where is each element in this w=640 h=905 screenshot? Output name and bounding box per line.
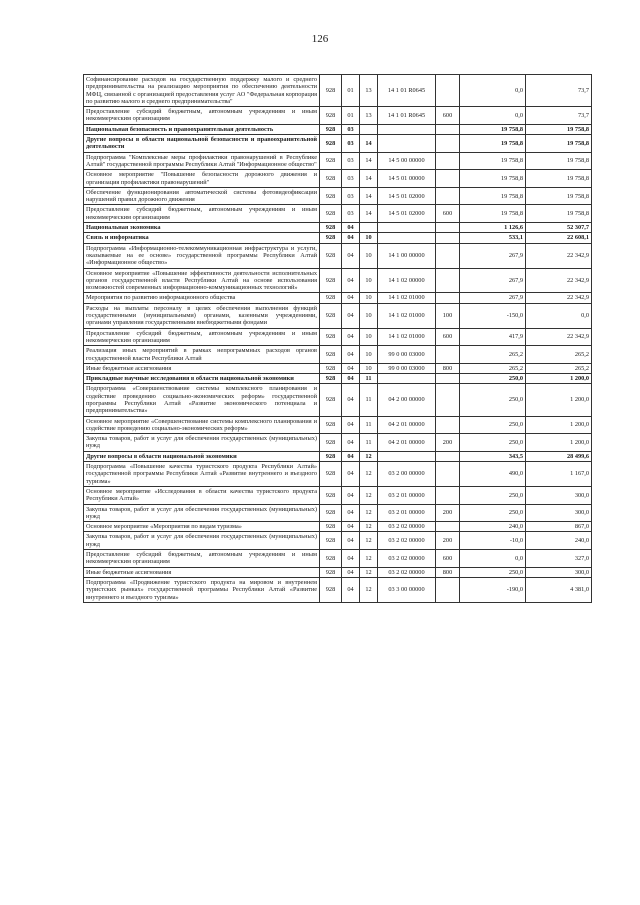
row-name: Основное мероприятие «Совершенствование системы комплексного планирования и содействие проведению социально-экономических реформ» [84, 416, 320, 434]
row-name: Национальная экономика [84, 223, 320, 233]
table-row [84, 416, 592, 434]
target-article-code: 03 2 02 00000 [378, 522, 436, 532]
ved-code: 928 [320, 170, 342, 188]
expense-type-code [436, 346, 460, 364]
amount-change: 267,9 [460, 293, 526, 303]
amount-total: 265,2 [526, 346, 592, 364]
expense-type-code: 800 [436, 363, 460, 373]
target-article-code: 03 2 02 00000 [378, 567, 436, 577]
expense-type-code [436, 152, 460, 170]
table-row [84, 328, 592, 346]
target-article-code: 14 1 00 00000 [378, 243, 436, 268]
row-name: Реализация иных мероприятий в рамках непрограммных расходов органов государственной власти Республики Алтай [84, 346, 320, 364]
expense-type-code [436, 268, 460, 293]
section-code: 03 [342, 152, 360, 170]
amount-change: 0,0 [460, 75, 526, 107]
expense-type-code: 800 [436, 567, 460, 577]
table-row [84, 124, 592, 134]
ved-code: 928 [320, 374, 342, 384]
amount-change: 19 758,8 [460, 135, 526, 153]
amount-change: 533,1 [460, 233, 526, 243]
subsection-code: 11 [360, 374, 378, 384]
table-row [84, 233, 592, 243]
table-row [84, 451, 592, 461]
amount-change: 250,0 [460, 416, 526, 434]
amount-total: 1 200,0 [526, 416, 592, 434]
section-code: 04 [342, 434, 360, 452]
table-row [84, 550, 592, 568]
ved-code: 928 [320, 486, 342, 504]
ved-code: 928 [320, 293, 342, 303]
amount-total: 19 758,8 [526, 187, 592, 205]
subsection-code: 10 [360, 243, 378, 268]
expense-type-code [436, 577, 460, 602]
expense-type-code [436, 451, 460, 461]
amount-change: 250,0 [460, 504, 526, 522]
section-code: 04 [342, 451, 360, 461]
amount-total: 22 342,9 [526, 268, 592, 293]
amount-change: 0,0 [460, 107, 526, 125]
expense-type-code [436, 135, 460, 153]
ved-code: 928 [320, 577, 342, 602]
section-code: 03 [342, 124, 360, 134]
subsection-code: 14 [360, 170, 378, 188]
row-name: Закупка товаров, работ и услуг для обеспечения государственных (муниципальных) нужд [84, 434, 320, 452]
row-name: Основное мероприятие «Повышение эффективности деятельности исполнительных органов государственной власти Республики Алтай на основе использования возможностей современных информационно-коммуникационных технологий» [84, 268, 320, 293]
target-article-code: 14 5 01 02000 [378, 205, 436, 223]
amount-total: 22 342,9 [526, 243, 592, 268]
target-article-code: 99 0 00 03000 [378, 346, 436, 364]
subsection-code: 10 [360, 328, 378, 346]
row-name: Предоставление субсидий бюджетным, автономным учреждениям и иным некоммерческим организациям [84, 328, 320, 346]
ved-code: 928 [320, 434, 342, 452]
section-code: 04 [342, 374, 360, 384]
row-name: Расходы на выплаты персоналу в целях обеспечения выполнения функций государственными (муниципальными) органами, казенными учреждениями, органами управления государственными внебюджетными фондами [84, 303, 320, 328]
subsection-code: 10 [360, 293, 378, 303]
amount-total: 73,7 [526, 75, 592, 107]
row-name: Другие вопросы в области национальной безопасности и правоохранительной деятельности [84, 135, 320, 153]
target-article-code: 03 3 00 00000 [378, 577, 436, 602]
target-article-code: 03 2 02 00000 [378, 532, 436, 550]
subsection-code: 14 [360, 187, 378, 205]
amount-total: 300,0 [526, 504, 592, 522]
amount-total: 300,0 [526, 486, 592, 504]
target-article-code: 14 1 01 R0645 [378, 75, 436, 107]
ved-code: 928 [320, 346, 342, 364]
target-article-code: 03 2 00 00000 [378, 462, 436, 487]
expense-type-code: 200 [436, 532, 460, 550]
row-name: Предоставление субсидий бюджетным, автономным учреждениям и иным некоммерческим организациям [84, 205, 320, 223]
amount-change: 19 758,8 [460, 187, 526, 205]
target-article-code [378, 223, 436, 233]
subsection-code [360, 124, 378, 134]
amount-change: 250,0 [460, 434, 526, 452]
target-article-code: 14 5 01 00000 [378, 170, 436, 188]
subsection-code: 12 [360, 504, 378, 522]
ved-code: 928 [320, 223, 342, 233]
row-name: Основное мероприятие «Исследования в области качества туристского продукта Республики Алтай» [84, 486, 320, 504]
amount-total: 19 758,8 [526, 170, 592, 188]
subsection-code: 12 [360, 451, 378, 461]
amount-change: 0,0 [460, 550, 526, 568]
amount-total: 19 758,8 [526, 205, 592, 223]
target-article-code [378, 135, 436, 153]
target-article-code: 14 1 02 01000 [378, 328, 436, 346]
section-code: 04 [342, 504, 360, 522]
expense-type-code [436, 416, 460, 434]
row-name: Предоставление субсидий бюджетным, автономным учреждениям и иным некоммерческим организациям [84, 550, 320, 568]
expense-type-code [436, 170, 460, 188]
ved-code: 928 [320, 416, 342, 434]
amount-total: 265,2 [526, 363, 592, 373]
ved-code: 928 [320, 363, 342, 373]
amount-change: 250,0 [460, 384, 526, 416]
expense-type-code: 100 [436, 303, 460, 328]
expense-type-code [436, 384, 460, 416]
subsection-code: 10 [360, 268, 378, 293]
table-row [84, 205, 592, 223]
target-article-code: 03 2 02 00000 [378, 550, 436, 568]
subsection-code: 10 [360, 363, 378, 373]
expense-type-code [436, 124, 460, 134]
table-row [84, 462, 592, 487]
ved-code: 928 [320, 124, 342, 134]
target-article-code: 14 1 02 01000 [378, 303, 436, 328]
section-code: 04 [342, 550, 360, 568]
target-article-code: 14 1 01 R0645 [378, 107, 436, 125]
table-row [84, 384, 592, 416]
subsection-code: 11 [360, 416, 378, 434]
amount-total: 1 167,0 [526, 462, 592, 487]
section-code: 04 [342, 303, 360, 328]
section-code: 04 [342, 268, 360, 293]
ved-code: 928 [320, 233, 342, 243]
section-code: 04 [342, 233, 360, 243]
subsection-code: 12 [360, 462, 378, 487]
subsection-code: 14 [360, 205, 378, 223]
row-name: Подпрограмма «Продвижение туристского продукта на мировом и внутреннем туристских рынках» государственной программы Республики Алтай «Развитие внутреннего и въездного туризма» [84, 577, 320, 602]
amount-total: 19 758,8 [526, 135, 592, 153]
amount-change: 19 758,8 [460, 170, 526, 188]
row-name: Прикладные научные исследования в области национальной экономики [84, 374, 320, 384]
section-code: 04 [342, 462, 360, 487]
table-row [84, 243, 592, 268]
subsection-code: 12 [360, 486, 378, 504]
section-code: 04 [342, 243, 360, 268]
row-name: Закупка товаров, работ и услуг для обеспечения государственных (муниципальных) нужд [84, 532, 320, 550]
table-row [84, 107, 592, 125]
row-name: Национальная безопасность и правоохранительная деятельность [84, 124, 320, 134]
amount-total: 22 342,9 [526, 293, 592, 303]
expense-type-code [436, 522, 460, 532]
row-name: Закупка товаров, работ и услуг для обеспечения государственных (муниципальных) нужд [84, 504, 320, 522]
amount-change: 490,0 [460, 462, 526, 487]
subsection-code: 14 [360, 135, 378, 153]
ved-code: 928 [320, 187, 342, 205]
table-row [84, 152, 592, 170]
amount-total: 1 200,0 [526, 384, 592, 416]
amount-change: 343,5 [460, 451, 526, 461]
amount-total: 300,0 [526, 567, 592, 577]
section-code: 04 [342, 363, 360, 373]
row-name: Подпрограмма «Информационно-телекоммуникационная инфраструктура и услуги, оказываемые на ее основе» государственной программы Республики Алтай «Информационное общество» [84, 243, 320, 268]
row-name: Обеспечение функционирования автоматической системы фотовидеофиксации нарушений правил дорожного движения [84, 187, 320, 205]
table-row [84, 504, 592, 522]
amount-total: 22 342,9 [526, 328, 592, 346]
row-name: Основное мероприятие «Мероприятия по видам туризма» [84, 522, 320, 532]
row-name: Подпрограмма "Комплексные меры профилактики правонарушений в Республике Алтай" государственной программы Республики Алтай "Информационное общество" [84, 152, 320, 170]
table-row [84, 363, 592, 373]
amount-change: 267,9 [460, 243, 526, 268]
subsection-code: 10 [360, 233, 378, 243]
subsection-code: 10 [360, 346, 378, 364]
section-code: 04 [342, 223, 360, 233]
target-article-code: 04 2 00 00000 [378, 384, 436, 416]
ved-code: 928 [320, 135, 342, 153]
subsection-code [360, 223, 378, 233]
ved-code: 928 [320, 205, 342, 223]
target-article-code: 03 2 01 00000 [378, 486, 436, 504]
expense-type-code [436, 293, 460, 303]
amount-total: 4 381,0 [526, 577, 592, 602]
expense-type-code [436, 374, 460, 384]
amount-total: 19 758,8 [526, 152, 592, 170]
amount-total: 73,7 [526, 107, 592, 125]
amount-total: 1 200,0 [526, 434, 592, 452]
table-row [84, 346, 592, 364]
ved-code: 928 [320, 243, 342, 268]
ved-code: 928 [320, 268, 342, 293]
row-name: Предоставление субсидий бюджетным, автономным учреждениям и иным некоммерческим организациям [84, 107, 320, 125]
subsection-code: 10 [360, 303, 378, 328]
ved-code: 928 [320, 328, 342, 346]
section-code: 03 [342, 135, 360, 153]
section-code: 01 [342, 75, 360, 107]
amount-change: 265,2 [460, 346, 526, 364]
table-row [84, 293, 592, 303]
target-article-code: 04 2 01 00000 [378, 434, 436, 452]
amount-total: 52 307,7 [526, 223, 592, 233]
amount-total: 0,0 [526, 303, 592, 328]
table-row [84, 223, 592, 233]
ved-code: 928 [320, 75, 342, 107]
expense-type-code: 600 [436, 328, 460, 346]
ved-code: 928 [320, 303, 342, 328]
section-code: 04 [342, 416, 360, 434]
page-number: 126 [311, 33, 329, 45]
ved-code: 928 [320, 532, 342, 550]
target-article-code: 14 5 00 00000 [378, 152, 436, 170]
section-code: 03 [342, 205, 360, 223]
target-article-code [378, 374, 436, 384]
table-row [84, 135, 592, 153]
amount-total: 22 608,1 [526, 233, 592, 243]
amount-total: 867,0 [526, 522, 592, 532]
subsection-code: 12 [360, 577, 378, 602]
target-article-code: 04 2 01 00000 [378, 416, 436, 434]
expense-type-code [436, 462, 460, 487]
expense-type-code: 600 [436, 205, 460, 223]
amount-change: 265,2 [460, 363, 526, 373]
row-name: Другие вопросы в области национальной экономики [84, 451, 320, 461]
section-code: 01 [342, 107, 360, 125]
table-row [84, 486, 592, 504]
row-name: Иные бюджетные ассигнования [84, 567, 320, 577]
expense-type-code [436, 187, 460, 205]
section-code: 04 [342, 293, 360, 303]
expense-type-code [436, 75, 460, 107]
subsection-code: 13 [360, 107, 378, 125]
budget-table [83, 74, 592, 603]
ved-code: 928 [320, 384, 342, 416]
subsection-code: 14 [360, 152, 378, 170]
subsection-code: 11 [360, 384, 378, 416]
section-code: 03 [342, 170, 360, 188]
table-row [84, 532, 592, 550]
target-article-code: 14 5 01 02000 [378, 187, 436, 205]
amount-total: 28 499,6 [526, 451, 592, 461]
subsection-code: 12 [360, 522, 378, 532]
row-name: Основное мероприятие "Повышение безопасности дорожного движения и организация профилактики правонарушений" [84, 170, 320, 188]
row-name: Мероприятия по развитию информационного общества [84, 293, 320, 303]
ved-code: 928 [320, 567, 342, 577]
ved-code: 928 [320, 451, 342, 461]
subsection-code: 12 [360, 567, 378, 577]
amount-change: 19 758,8 [460, 205, 526, 223]
amount-change: 250,0 [460, 567, 526, 577]
section-code: 04 [342, 567, 360, 577]
table-row [84, 303, 592, 328]
subsection-code: 11 [360, 434, 378, 452]
amount-change: 250,0 [460, 374, 526, 384]
section-code: 04 [342, 522, 360, 532]
amount-total: 19 758,8 [526, 124, 592, 134]
expense-type-code: 200 [436, 504, 460, 522]
target-article-code [378, 233, 436, 243]
ved-code: 928 [320, 504, 342, 522]
ved-code: 928 [320, 152, 342, 170]
target-article-code [378, 124, 436, 134]
subsection-code: 12 [360, 532, 378, 550]
amount-change: -150,0 [460, 303, 526, 328]
table-row [84, 187, 592, 205]
section-code: 04 [342, 346, 360, 364]
table-row [84, 374, 592, 384]
row-name: Софинансирование расходов на государственную поддержку малого и среднего предпринимательства на реализацию мероприятия по обеспечению деятельности МФЦ, связанной с организацией предоставления услуг АО "Федеральная корпорация по развитию малого и среднего предпринимательства" [84, 75, 320, 107]
target-article-code: 03 2 01 00000 [378, 504, 436, 522]
ved-code: 928 [320, 550, 342, 568]
amount-change: -10,0 [460, 532, 526, 550]
ved-code: 928 [320, 522, 342, 532]
target-article-code: 14 1 02 00000 [378, 268, 436, 293]
section-code: 03 [342, 187, 360, 205]
table-row [84, 434, 592, 452]
amount-change: 19 758,8 [460, 152, 526, 170]
section-code: 04 [342, 577, 360, 602]
subsection-code: 13 [360, 75, 378, 107]
ved-code: 928 [320, 462, 342, 487]
ved-code: 928 [320, 107, 342, 125]
amount-change: -190,0 [460, 577, 526, 602]
table-row [84, 577, 592, 602]
row-name: Иные бюджетные ассигнования [84, 363, 320, 373]
amount-change: 240,0 [460, 522, 526, 532]
expense-type-code: 600 [436, 107, 460, 125]
target-article-code: 14 1 02 01000 [378, 293, 436, 303]
section-code: 04 [342, 486, 360, 504]
amount-change: 417,9 [460, 328, 526, 346]
amount-change: 19 758,8 [460, 124, 526, 134]
amount-change: 1 126,6 [460, 223, 526, 233]
expense-type-code [436, 486, 460, 504]
amount-total: 327,0 [526, 550, 592, 568]
amount-change: 267,9 [460, 268, 526, 293]
row-name: Подпрограмма «Повышение качества туристского продукта Республики Алтай» государственной программы Республики Алтай «Развитие внутреннего и въездного туризма» [84, 462, 320, 487]
section-code: 04 [342, 384, 360, 416]
section-code: 04 [342, 328, 360, 346]
expense-type-code [436, 223, 460, 233]
table-row [84, 268, 592, 293]
row-name: Подпрограмма «Совершенствование системы комплексного планирования и содействие проведению социально-экономических реформ» государственной программы Республики Алтай «Развитие экономического потенциала и предпринимательства» [84, 384, 320, 416]
amount-total: 240,0 [526, 532, 592, 550]
amount-total: 1 200,0 [526, 374, 592, 384]
expense-type-code: 600 [436, 550, 460, 568]
table-row [84, 522, 592, 532]
subsection-code: 12 [360, 550, 378, 568]
target-article-code: 99 0 00 03000 [378, 363, 436, 373]
target-article-code [378, 451, 436, 461]
expense-type-code: 200 [436, 434, 460, 452]
table-row [84, 170, 592, 188]
expense-type-code [436, 243, 460, 268]
section-code: 04 [342, 532, 360, 550]
table-row [84, 75, 592, 107]
table-row [84, 567, 592, 577]
budget-table-body [84, 75, 592, 603]
expense-type-code [436, 233, 460, 243]
row-name: Связь и информатика [84, 233, 320, 243]
amount-change: 250,0 [460, 486, 526, 504]
